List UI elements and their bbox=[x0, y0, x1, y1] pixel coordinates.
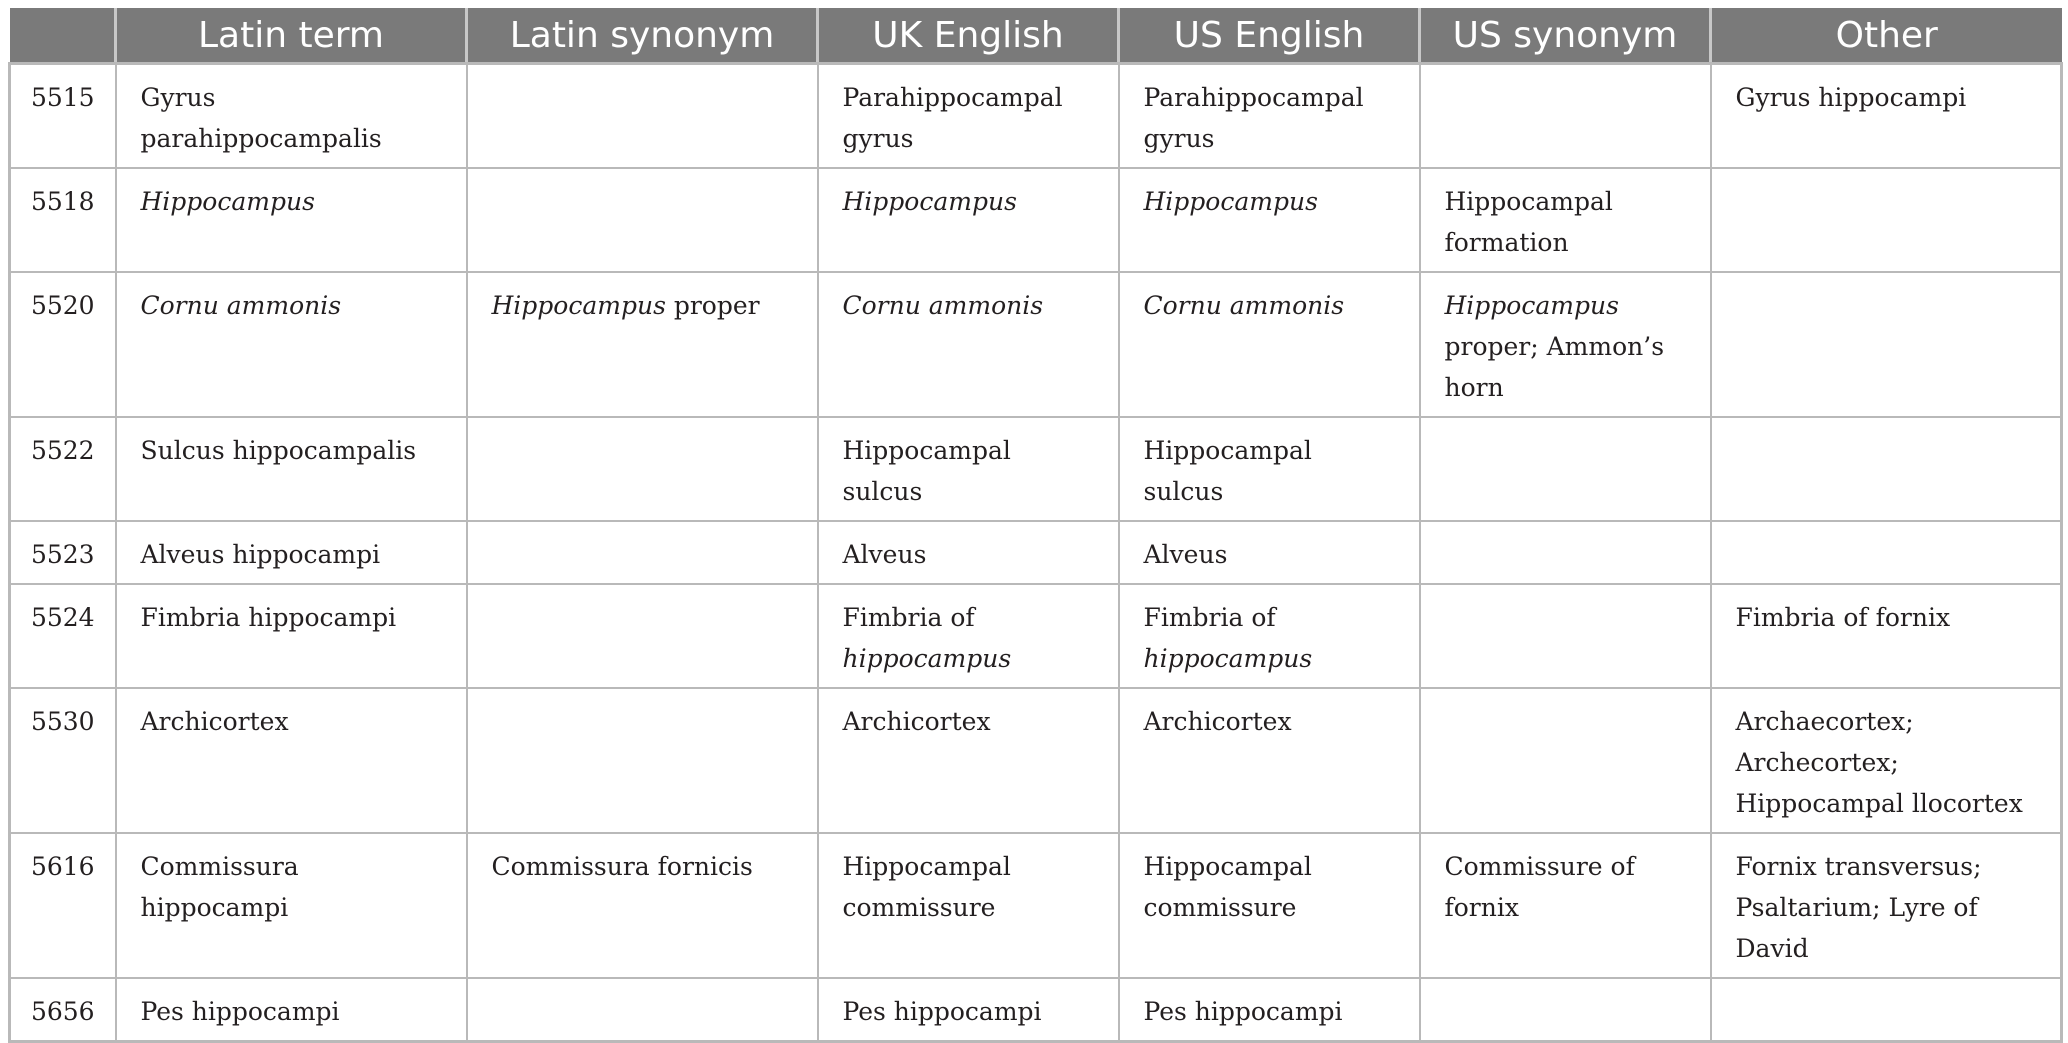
cell-us-synonym bbox=[1420, 272, 1711, 417]
cell-latin-term bbox=[116, 584, 467, 688]
table-row bbox=[10, 978, 2062, 1042]
cell-text: hippocampus bbox=[842, 644, 1012, 673]
cell-us-english bbox=[1119, 584, 1420, 688]
cell-text: Cornu ammonis bbox=[1143, 291, 1345, 320]
cell-us-synonym bbox=[1420, 521, 1711, 584]
cell-us-english bbox=[1119, 688, 1420, 833]
cell-text: Archaecortex; Archecortex; Hippocampal llocortex bbox=[1735, 707, 2023, 818]
cell-uk-english bbox=[818, 688, 1119, 833]
cell-other bbox=[1711, 584, 2062, 688]
cell-text: Commissura hippocampi bbox=[140, 852, 299, 922]
cell-text: Alveus bbox=[842, 540, 927, 569]
header-row bbox=[10, 8, 2062, 64]
cell-latin-term bbox=[116, 521, 467, 584]
cell-latin-synonym bbox=[467, 64, 818, 169]
cell-latin-synonym bbox=[467, 688, 818, 833]
cell-text: proper; Ammon’s horn bbox=[1444, 332, 1665, 402]
cell-text: Gyrus hippocampi bbox=[1735, 83, 1967, 112]
cell-text: Fimbria of fornix bbox=[1735, 603, 1951, 632]
cell-latin-term bbox=[116, 168, 467, 272]
cell-latin-synonym bbox=[467, 584, 818, 688]
cell-text: Sulcus hippocampalis bbox=[140, 436, 417, 465]
cell-us-english bbox=[1119, 168, 1420, 272]
cell-text: Commissure of fornix bbox=[1444, 852, 1635, 922]
table-row bbox=[10, 272, 2062, 417]
cell-text: Hippocampus bbox=[491, 291, 666, 320]
cell-id: 5524 bbox=[10, 584, 116, 688]
cell-latin-term bbox=[116, 417, 467, 521]
cell-id: 5616 bbox=[10, 833, 116, 978]
cell-latin-synonym bbox=[467, 272, 818, 417]
cell-us-english bbox=[1119, 417, 1420, 521]
cell-text: Hippocampal commissure bbox=[842, 852, 1011, 922]
cell-id: 5522 bbox=[10, 417, 116, 521]
cell-text: Gyrus parahippocampalis bbox=[140, 83, 382, 153]
cell-us-synonym bbox=[1420, 64, 1711, 169]
cell-id: 5530 bbox=[10, 688, 116, 833]
cell-text: Fimbria hippocampi bbox=[140, 603, 397, 632]
cell-text: Archicortex bbox=[1143, 707, 1292, 736]
cell-latin-synonym bbox=[467, 521, 818, 584]
table-row bbox=[10, 688, 2062, 833]
cell-text: Hippocampus bbox=[1143, 187, 1318, 216]
table-row bbox=[10, 584, 2062, 688]
table-row bbox=[10, 417, 2062, 521]
header-us-english: US English bbox=[1119, 8, 1420, 64]
cell-text: Archicortex bbox=[842, 707, 991, 736]
cell-id: 5520 bbox=[10, 272, 116, 417]
cell-us-synonym bbox=[1420, 833, 1711, 978]
cell-uk-english bbox=[818, 64, 1119, 169]
table-body bbox=[10, 64, 2062, 1042]
header-id bbox=[10, 8, 116, 64]
cell-latin-term bbox=[116, 833, 467, 978]
cell-uk-english bbox=[818, 584, 1119, 688]
table-row bbox=[10, 168, 2062, 272]
cell-us-english bbox=[1119, 521, 1420, 584]
cell-text: Commissura fornicis bbox=[491, 852, 753, 881]
cell-other bbox=[1711, 417, 2062, 521]
cell-text: Cornu ammonis bbox=[842, 291, 1044, 320]
cell-text: proper bbox=[665, 291, 760, 320]
cell-us-synonym bbox=[1420, 688, 1711, 833]
header-latin-synonym: Latin synonym bbox=[467, 8, 818, 64]
cell-text: Cornu ammonis bbox=[140, 291, 342, 320]
cell-id: 5518 bbox=[10, 168, 116, 272]
cell-id: 5656 bbox=[10, 978, 116, 1042]
cell-text: Alveus bbox=[1143, 540, 1228, 569]
cell-text: Hippocampal sulcus bbox=[1143, 436, 1312, 506]
header-uk-english: UK English bbox=[818, 8, 1119, 64]
cell-us-synonym bbox=[1420, 978, 1711, 1042]
cell-other bbox=[1711, 272, 2062, 417]
cell-other bbox=[1711, 978, 2062, 1042]
cell-other bbox=[1711, 833, 2062, 978]
cell-latin-synonym bbox=[467, 417, 818, 521]
cell-text: Pes hippocampi bbox=[842, 997, 1042, 1026]
cell-us-synonym bbox=[1420, 168, 1711, 272]
cell-uk-english bbox=[818, 521, 1119, 584]
cell-text: Fimbria of bbox=[1143, 603, 1276, 632]
cell-us-synonym bbox=[1420, 584, 1711, 688]
cell-text: Fornix transversus; Psaltarium; Lyre of David bbox=[1735, 852, 1982, 963]
cell-other bbox=[1711, 688, 2062, 833]
terminology-table bbox=[8, 8, 2063, 1043]
cell-text: Parahippocampal gyrus bbox=[1143, 83, 1364, 153]
cell-uk-english bbox=[818, 978, 1119, 1042]
cell-text: Hippocampal sulcus bbox=[842, 436, 1011, 506]
cell-text: Hippocampus bbox=[1444, 291, 1619, 320]
cell-other bbox=[1711, 521, 2062, 584]
cell-id: 5523 bbox=[10, 521, 116, 584]
cell-text: Parahippocampal gyrus bbox=[842, 83, 1063, 153]
cell-us-synonym bbox=[1420, 417, 1711, 521]
cell-text: Hippocampal formation bbox=[1444, 187, 1613, 257]
cell-text: Hippocampus bbox=[842, 187, 1017, 216]
cell-us-english bbox=[1119, 833, 1420, 978]
cell-text: hippocampus bbox=[1143, 644, 1313, 673]
cell-us-english bbox=[1119, 978, 1420, 1042]
cell-id: 5515 bbox=[10, 64, 116, 169]
header-latin-term: Latin term bbox=[116, 8, 467, 64]
cell-other bbox=[1711, 168, 2062, 272]
cell-uk-english bbox=[818, 272, 1119, 417]
cell-latin-term bbox=[116, 978, 467, 1042]
table-row bbox=[10, 64, 2062, 169]
cell-text: Archicortex bbox=[140, 707, 289, 736]
cell-text: Alveus hippocampi bbox=[140, 540, 381, 569]
header-us-synonym: US synonym bbox=[1420, 8, 1711, 64]
cell-latin-synonym bbox=[467, 168, 818, 272]
cell-uk-english bbox=[818, 417, 1119, 521]
cell-text: Pes hippocampi bbox=[1143, 997, 1343, 1026]
cell-latin-term bbox=[116, 272, 467, 417]
cell-uk-english bbox=[818, 833, 1119, 978]
cell-latin-term bbox=[116, 688, 467, 833]
cell-text: Hippocampus bbox=[140, 187, 315, 216]
terminology-table-container bbox=[8, 8, 2060, 1043]
table-row bbox=[10, 833, 2062, 978]
table-row bbox=[10, 521, 2062, 584]
cell-us-english bbox=[1119, 64, 1420, 169]
cell-uk-english bbox=[818, 168, 1119, 272]
cell-text: Fimbria of bbox=[842, 603, 975, 632]
cell-text: Hippocampal commissure bbox=[1143, 852, 1312, 922]
cell-us-english bbox=[1119, 272, 1420, 417]
header-other: Other bbox=[1711, 8, 2062, 64]
cell-latin-synonym bbox=[467, 833, 818, 978]
cell-latin-term bbox=[116, 64, 467, 169]
cell-other bbox=[1711, 64, 2062, 169]
cell-latin-synonym bbox=[467, 978, 818, 1042]
cell-text: Pes hippocampi bbox=[140, 997, 340, 1026]
